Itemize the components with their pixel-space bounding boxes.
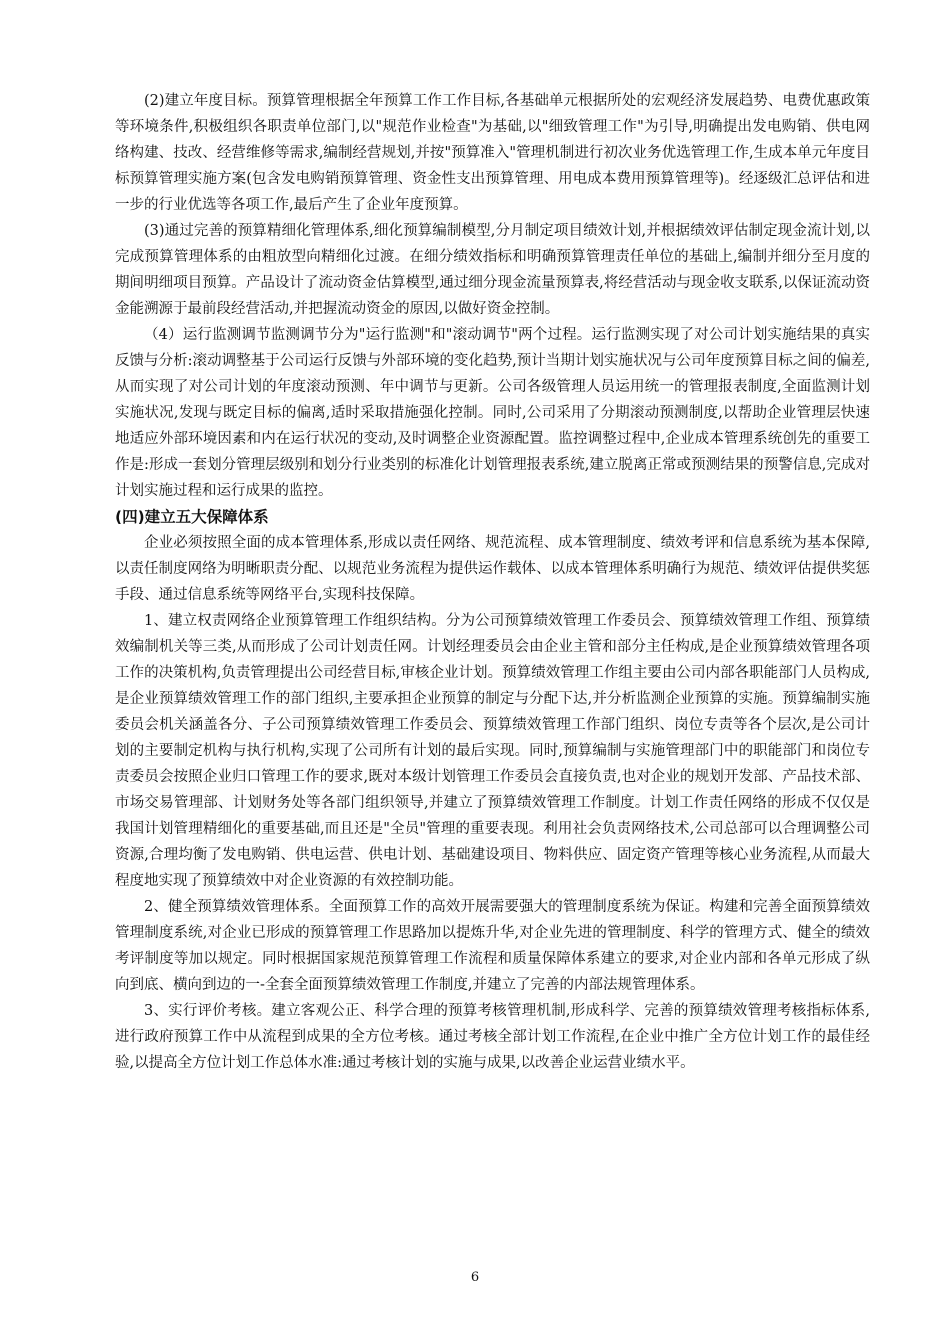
paragraph-intro: 企业必须按照全面的成本管理体系,形成以责任网络、规范流程、成本管理制度、绩效考评和信息系统为基本保障,以责任制度网络为明晰职责分配、以规范业务流程为提供运作载体、以成本管理体系明确行为规范、绩效评估提供奖惩手段、通过信息系统等网络平台,实现科技保障。 bbox=[115, 535, 870, 603]
paragraph-annual-target: (2)建立年度目标。预算管理根据全年预算工作工作目标,各基础单元根据所处的宏观经济发展趋势、电费优惠政策等环境条件,积极组织各职责单位部门,以"规范作业检查"为基础,以"细致管理工作"为引导,明确提出发电购销、供电网络构建、技改、经营维修等需求,编制经营规划,并按"预算准入"管理机制进行初次业务优选管理工作,生成本单元年度目标预算管理实施方案(包含发电购销预算管理、资金性支出预算管理、用电成本费用预算管理等)。经逐级汇总评估和进一步的行业优选等各项工作,最后产生了企业年度预算。 bbox=[115, 93, 870, 213]
document-body bbox=[115, 88, 870, 1076]
paragraph-monitoring-adjustment: （4）运行监测调节监测调节分为"运行监测"和"滚动调节"两个过程。运行监测实现了对公司计划实施结果的真实反馈与分析:滚动调整基于公司运行反馈与外部环境的变化趋势,预计当期计划实施状况与公司年度预算目标之间的偏差,从而实现了对公司计划的年度滚动预测、年中调节与更新。公司各级管理人员运用统一的管理报表制度,全面监测计划实施状况,发现与既定目标的偏离,适时采取措施强化控制。同时,公司采用了分期滚动预测制度,以帮助企业管理层快速地适应外部环境因素和内在运行状况的变动,及时调整企业资源配置。监控调整过程中,企业成本管理系统创先的重要工作是:形成一套划分管理层级别和划分行业类别的标准化计划管理报表系统,建立脱离正常或预测结果的预警信息,完成对计划实施过程和运行成果的监控。 bbox=[115, 327, 870, 499]
paragraph-item-3: 3、实行评价考核。建立客观公正、科学合理的预算考核管理机制,形成科学、完善的预算绩效管理考核指标体系,进行政府预算工作中从流程到成果的全方位考核。通过考核全部计划工作流程,在企业中推广全方位计划工作的最佳经验,以提高全方位计划工作总体水准:通过考核计划的实施与成果,以改善企业运营业绩水平。 bbox=[115, 1003, 870, 1071]
page-number: 6 bbox=[470, 1270, 480, 1285]
paragraph-refined-budget: (3)通过完善的预算精细化管理体系,细化预算编制模型,分月制定项目绩效计划,并根据绩效评估制定现金流计划,以完成预算管理体系的由粗放型向精细化过渡。在细分绩效指标和明确预算管理责任单位的基础上,编制并细分至月度的期间明细项目预算。产品设计了流动资金估算模型,通过细分现金流量预算表,将经营活动与现金收支联系,以保证流动资金能溯源于最前段经营活动,并把握流动资金的原因,以做好资金控制。 bbox=[115, 223, 870, 317]
paragraph-item-2: 2、健全预算绩效管理体系。全面预算工作的高效开展需要强大的管理制度系统为保证。构建和完善全面预算绩效管理制度系统,对企业已形成的预算管理工作思路加以提炼升华,对企业先进的管理制度、科学的管理方式、健全的绩效考评制度等加以规定。同时根据国家规范预算管理工作流程和质量保障体系建立的要求,对企业内部和各单元形成了纵向到底、横向到边的一-全套全面预算绩效管理工作制度,并建立了完善的内部法规管理体系。 bbox=[115, 899, 870, 993]
paragraph-item-1: 1、建立权责网络企业预算管理工作组织结构。分为公司预算绩效管理工作委员会、预算绩效管理工作组、预算绩效编制机关等三类,从而形成了公司计划责任网。计划经理委员会由企业主管和部分主任构成,是企业预算绩效管理各项工作的决策机构,负责管理提出公司经营目标,审核企业计划。预算绩效管理工作组主要由公司内部各职能部门人员构成,是企业预算绩效管理工作的部门组织,主要承担企业预算的制定与分配下达,并分析监测企业预算的实施。预算编制实施委员会机关涵盖各分、子公司预算绩效管理工作委员会、预算绩效管理工作部门组织、岗位专责等各个层次,是公司计划的主要制定机构与执行机构,实现了公司所有计划的最后实现。同时,预算编制与实施管理部门中的职能部门和岗位专责委员会按照企业归口管理工作的要求,既对本级计划管理工作委员会直接负责,也对企业的规划开发部、产品技术部、市场交易管理部、计划财务处等各部门组织领导,并建立了预算绩效管理工作制度。计划工作责任网络的形成不仅仅是我国计划管理精细化的重要基础,而且还是"全员"管理的重要表现。利用社会负责网络技术,公司总部可以合理调整公司资源,合理均衡了发电购销、供电运营、供电计划、基础建设项目、物料供应、固定资产管理等核心业务流程,从而最大程度地实现了预算绩效中对企业资源的有效控制功能。 bbox=[115, 613, 870, 889]
section-heading: (四)建立五大保障体系 bbox=[115, 508, 269, 526]
